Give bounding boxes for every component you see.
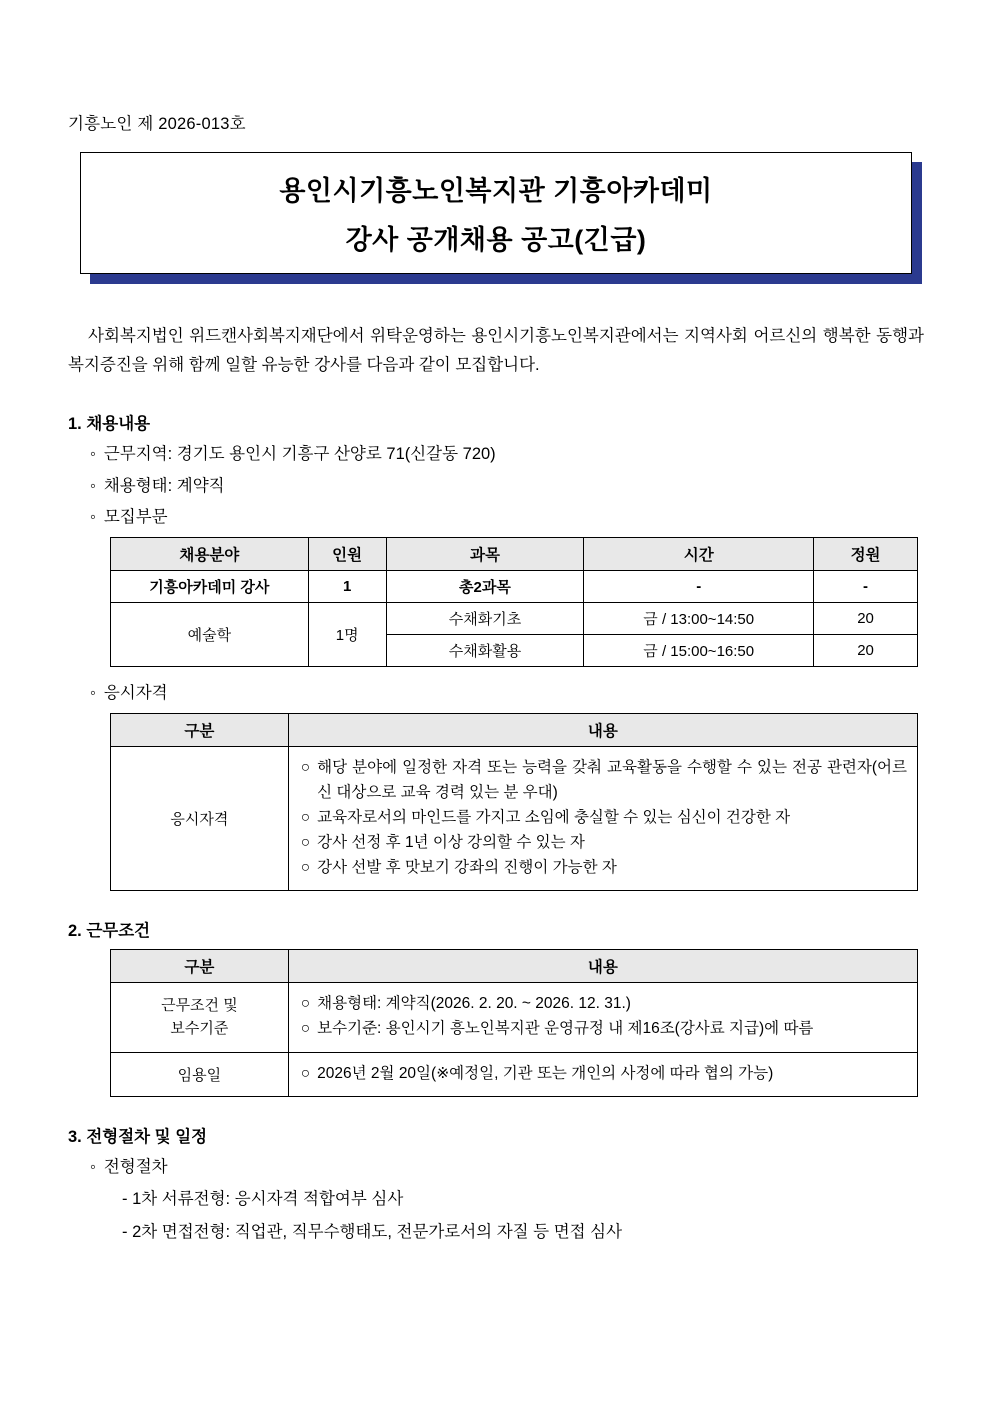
col-division: 구분	[111, 950, 289, 983]
section-3-sub-item-1: - 1차 서류전형: 응시자격 적합여부 심사	[122, 1190, 404, 1209]
list-item-text: 2026년 2월 20일(※예정일, 기관 또는 개인의 사정에 따라 협의 가능)	[317, 1064, 774, 1082]
title-line-2: 강사 공개채용 공고(긴급)	[345, 225, 647, 255]
cell-qualification-list	[288, 746, 917, 891]
cell-subject: 수채화기초	[386, 603, 584, 635]
section-1-bullet-3-text: 모집부문	[103, 508, 168, 527]
circle-marker: ○	[300, 859, 311, 877]
title-block	[80, 152, 912, 280]
recruitment-table	[110, 537, 918, 667]
title-box	[80, 152, 912, 274]
list-item	[301, 1016, 907, 1041]
col-count: 인원	[308, 538, 386, 571]
table-row	[111, 1052, 918, 1096]
list-item-text: 채용형태: 계약직(2026. 2. 20. ~ 2026. 12. 31.)	[317, 995, 631, 1013]
cell-capacity: 20	[814, 635, 918, 667]
col-field: 채용분야	[111, 538, 309, 571]
list-item	[301, 991, 907, 1016]
cell-subject: 수채화활용	[386, 635, 584, 667]
label-line-2: 보수기준	[170, 1020, 229, 1038]
col-content: 내용	[288, 713, 917, 746]
col-subject: 과목	[386, 538, 584, 571]
bullet-marker: ◦	[90, 684, 96, 702]
table-header-row	[111, 713, 918, 746]
circle-marker: ○	[300, 1064, 311, 1082]
circle-marker: ○	[300, 1020, 311, 1038]
table-row	[111, 603, 918, 635]
section-3-bullet-text: 전형절차	[103, 1157, 168, 1176]
col-time: 시간	[584, 538, 814, 571]
section-1-bullet-2	[90, 474, 924, 499]
cell-capacity: -	[814, 571, 918, 603]
section-1-bullet-3	[90, 505, 924, 530]
list-item	[301, 855, 907, 880]
list-item-text: 해당 분야에 일정한 자격 또는 능력을 갖춰 교육활동을 수행할 수 있는 전공 관련자(어르신 대상으로 교육 경력 있는 분 우대)	[317, 758, 907, 801]
list-item-text: 강사 선정 후 1년 이상 강의할 수 있는 자	[317, 834, 585, 852]
list-item	[301, 755, 907, 805]
cell-appointment-date	[288, 1052, 917, 1096]
list-item	[301, 1061, 907, 1086]
col-content: 내용	[288, 950, 917, 983]
table-row	[111, 746, 918, 891]
list-item-text: 강사 선발 후 맛보기 강좌의 진행이 가능한 자	[317, 859, 617, 877]
document-number: 기흥노인 제 2026-013호	[68, 115, 246, 133]
list-item	[301, 805, 907, 830]
cell-time: 금 / 15:00~16:50	[584, 635, 814, 667]
section-1-bullet-1	[90, 442, 924, 467]
bullet-marker: ◦	[90, 1157, 96, 1176]
title-line-1: 용인시기흥노인복지관 기흥아카데미	[279, 176, 713, 206]
section-1-bullet-2-text: 채용형태: 계약직	[103, 476, 225, 495]
section-2-heading: 2. 근무조건	[68, 922, 151, 941]
cell-work-conditions	[288, 983, 917, 1052]
table-row	[111, 571, 918, 603]
circle-marker: ○	[300, 808, 311, 826]
intro-paragraph: 사회복지법인 위드캔사회복지재단에서 위탁운영하는 용인시기흥노인복지관에서는 지역사회 어르신의 행복한 동행과 복지증진을 위해 함께 일할 유능한 강사를 다음과 같이 모집합니다.	[68, 327, 924, 374]
bullet-marker: ◦	[90, 476, 96, 495]
col-division: 구분	[111, 713, 289, 746]
section-3-sub-item-2: - 2차 면접전형: 직업관, 직무수행태도, 전문가로서의 자질 등 면접 심사	[122, 1222, 623, 1241]
section-1-heading: 1. 채용내용	[68, 414, 151, 433]
circle-marker: ○	[300, 834, 311, 852]
cell-time: 금 / 13:00~14:50	[584, 603, 814, 635]
cell-field: 예술학	[111, 603, 309, 667]
bullet-marker: ◦	[90, 508, 96, 527]
qualification-bullet	[90, 681, 924, 706]
cell-field: 기흥아카데미 강사	[111, 571, 309, 603]
cell-count: 1명	[308, 603, 386, 667]
list-item-text: 교육자로서의 마인드를 가지고 소임에 충실할 수 있는 심신이 건강한 자	[317, 808, 791, 826]
label-line-1: 근무조건 및	[161, 997, 238, 1015]
bullet-marker: ◦	[90, 444, 96, 463]
section-3-heading: 3. 전형절차 및 일정	[68, 1127, 208, 1146]
table-header-row	[111, 950, 918, 983]
list-item	[301, 830, 907, 855]
cell-division-label	[111, 983, 289, 1052]
cell-division-label: 응시자격	[111, 746, 289, 891]
section-3-bullet	[90, 1155, 924, 1180]
cell-time: -	[584, 571, 814, 603]
cell-capacity: 20	[814, 603, 918, 635]
qualification-bullet-text: 응시자격	[103, 684, 168, 702]
cell-appointment-label: 임용일	[111, 1052, 289, 1096]
cell-subject: 총2과목	[386, 571, 584, 603]
work-conditions-table	[110, 949, 918, 1096]
section-1-bullet-1-text: 근무지역: 경기도 용인시 기흥구 산양로 71(신갈동 720)	[103, 444, 496, 463]
table-row	[111, 983, 918, 1052]
circle-marker: ○	[300, 758, 311, 776]
list-item-text: 보수기준: 용인시기 흥노인복지관 운영규정 내 제16조(강사료 지급)에 따름	[317, 1020, 814, 1038]
circle-marker: ○	[300, 995, 311, 1013]
qualification-table	[110, 713, 918, 892]
cell-count: 1	[308, 571, 386, 603]
col-capacity: 정원	[814, 538, 918, 571]
table-header-row	[111, 538, 918, 571]
